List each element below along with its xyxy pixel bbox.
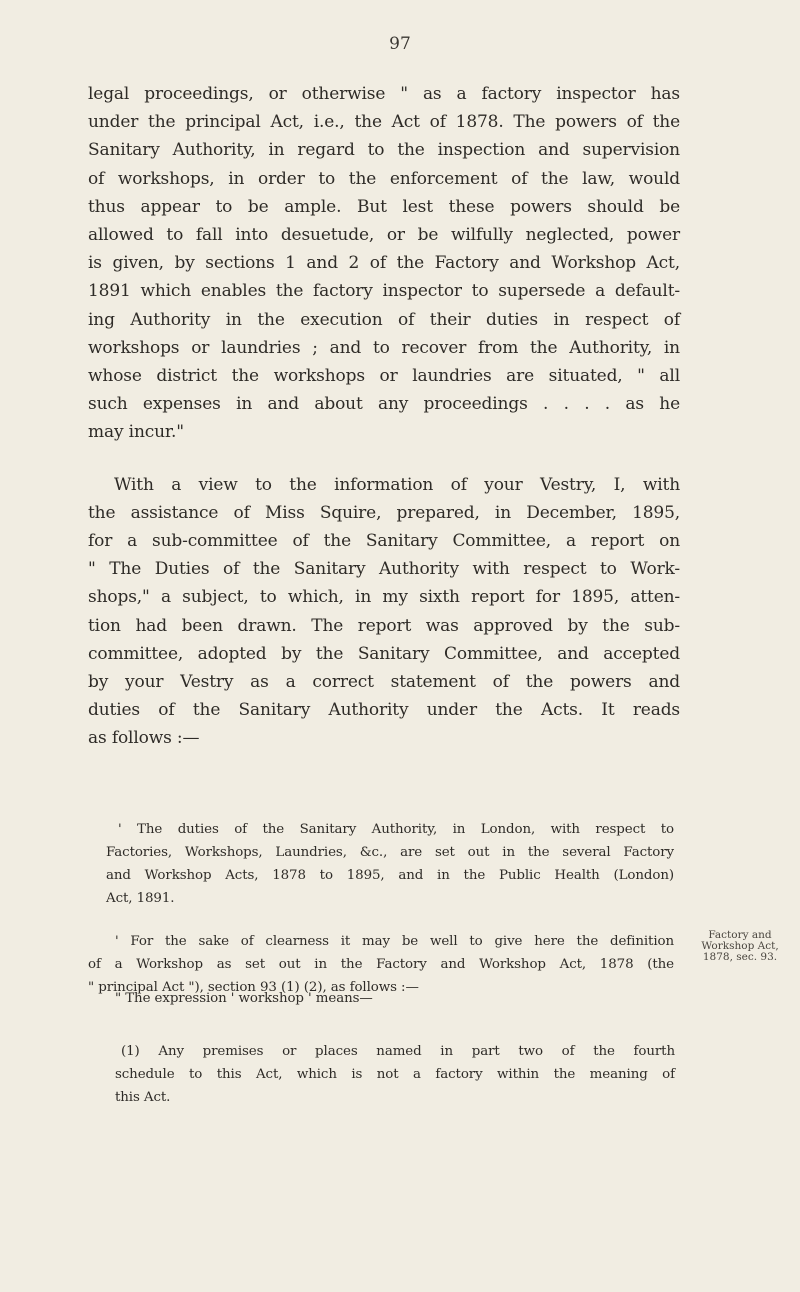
text-line: is given, by sections 1 and 2 of the Factory and Workshop Act, bbox=[88, 253, 680, 274]
text-line: of workshops, in order to the enforcement of the law, would bbox=[88, 168, 680, 189]
margin-note bbox=[684, 930, 796, 963]
text-line: allowed to fall into desuetude, or be wilfully neglected, power bbox=[88, 225, 680, 246]
text-line: whose district the workshops or laundries are situated, " all bbox=[88, 366, 680, 387]
text-line: under the principal Act, i.e., the Act of 1878. The powers of the bbox=[88, 112, 680, 133]
text-line: 1891 which enables the factory inspector to supersede a default- bbox=[88, 281, 680, 302]
text-line: schedule to this Act, which is not a factory within the meaning of bbox=[115, 1067, 675, 1082]
definition-heading bbox=[115, 987, 675, 1010]
text-line: and Workshop Acts, 1878 to 1895, and in the Public Health (London) bbox=[106, 868, 674, 883]
text-line: Factories, Workshops, Laundries, &c., are set out in the several Factory bbox=[106, 845, 674, 860]
text-line: " The expression ' workshop ' means— bbox=[115, 991, 373, 1006]
margin-note-line: 1878, sec. 93. bbox=[702, 951, 778, 963]
text-line: such expenses in and about any proceedings . . . . as he bbox=[88, 394, 680, 415]
page-number: 97 bbox=[389, 34, 411, 54]
text-line: as follows :— bbox=[88, 728, 200, 749]
definition-clause bbox=[115, 1040, 675, 1109]
text-line: tion had been drawn. The report was approved by the sub- bbox=[88, 615, 680, 636]
text-line: by your Vestry as a correct statement of the powers and bbox=[88, 672, 680, 693]
paragraph-2 bbox=[88, 471, 680, 753]
text-line: duties of the Sanitary Authority under the Acts. It reads bbox=[88, 700, 680, 721]
text-line: the assistance of Miss Squire, prepared, in December, 1895, bbox=[88, 502, 680, 523]
margin-note-line: Factory and bbox=[708, 929, 772, 941]
margin-note-line: Workshop Act, bbox=[701, 940, 779, 952]
text-line: Sanitary Authority, in regard to the inspection and supervision bbox=[88, 140, 680, 161]
text-line: ' For the sake of clearness it may be well to give here the definition bbox=[115, 934, 674, 949]
text-line: may incur." bbox=[88, 422, 184, 443]
text-line: for a sub-committee of the Sanitary Committee, a report on bbox=[88, 531, 680, 552]
text-line: committee, adopted by the Sanitary Committee, and accepted bbox=[88, 643, 680, 664]
text-line: shops," a subject, to which, in my sixth report for 1895, atten- bbox=[88, 587, 680, 608]
text-line: ing Authority in the execution of their duties in respect of bbox=[88, 309, 680, 330]
text-line: ' The duties of the Sanitary Authority, in London, with respect to bbox=[118, 822, 674, 837]
text-line: With a view to the information of your Vestry, I, with bbox=[114, 474, 680, 495]
text-line: of a Workshop as set out in the Factory and Workshop Act, 1878 (the bbox=[88, 957, 674, 972]
text-line: legal proceedings, or otherwise " as a factory inspector has bbox=[88, 84, 680, 104]
text-line: workshops or laundries ; and to recover from the Authority, in bbox=[88, 337, 680, 358]
text-line: thus appear to be ample. But lest these powers should be bbox=[88, 196, 680, 217]
paragraph-1 bbox=[88, 80, 680, 447]
text-line: Act, 1891. bbox=[106, 891, 175, 906]
main-text bbox=[88, 80, 680, 753]
quoted-report-paragraph-1 bbox=[106, 818, 674, 910]
text-line: " principal Act "), section 93 (1) (2), as follows :— bbox=[88, 980, 419, 995]
text-line: this Act. bbox=[115, 1090, 171, 1105]
text-line: " The Duties of the Sanitary Authority with respect to Work- bbox=[88, 559, 680, 580]
text-line: (1) Any premises or places named in part two of the fourth bbox=[121, 1044, 675, 1059]
